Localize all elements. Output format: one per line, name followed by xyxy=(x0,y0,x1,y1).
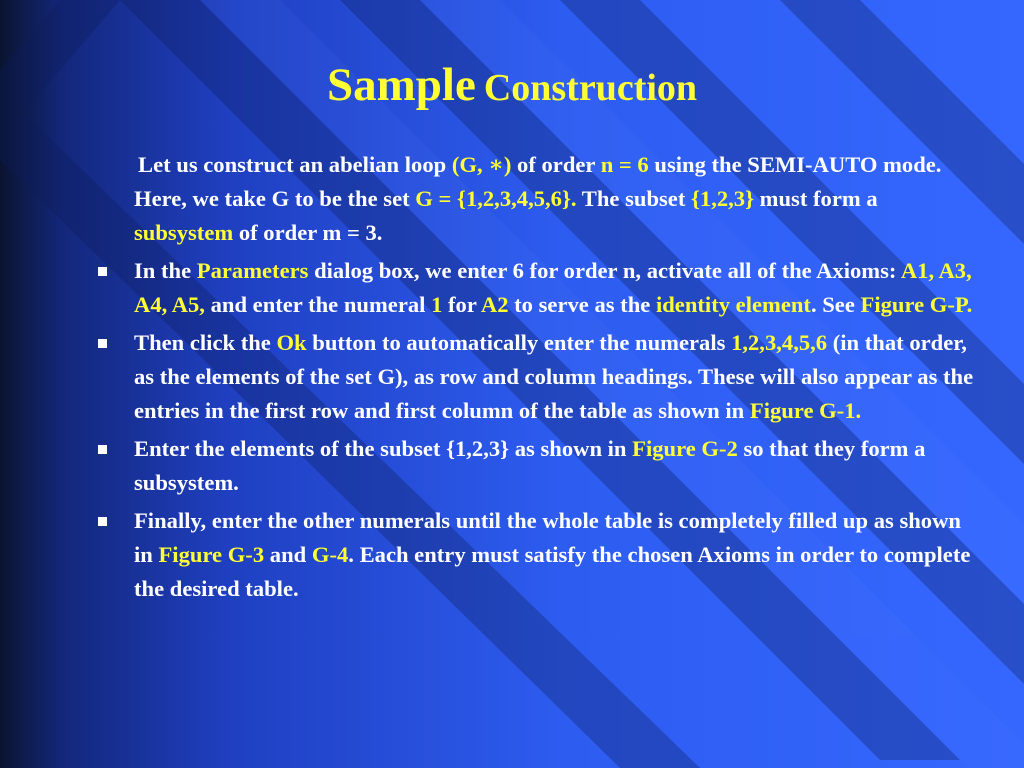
body-text: Then click the xyxy=(134,330,277,355)
highlighted-text: {1,2,3} xyxy=(691,186,755,211)
intro-paragraph xyxy=(96,148,976,250)
highlighted-text: identity element xyxy=(655,292,811,317)
body-text: and enter the numeral xyxy=(204,292,432,317)
body-text: dialog box, we enter 6 for order n, activate all of the Axioms: xyxy=(308,258,901,283)
highlighted-text: A2 xyxy=(480,292,509,317)
highlighted-text: G = {1,2,3,4,5,6}. xyxy=(415,186,577,211)
bullet-square-icon xyxy=(98,339,107,348)
bullet-text-3 xyxy=(134,436,925,495)
highlighted-text: Figure G-3 xyxy=(158,542,265,567)
bullet-item-1 xyxy=(96,254,976,322)
highlighted-text: (G, ∗) xyxy=(451,152,512,177)
bullet-item-2 xyxy=(96,326,976,428)
body-text: In the xyxy=(134,258,197,283)
bullet-square-icon xyxy=(98,517,107,526)
highlighted-text: G-4 xyxy=(311,542,349,567)
highlighted-text: Figure G-2 xyxy=(632,436,738,461)
bullet-item-3 xyxy=(96,432,976,500)
highlighted-text: Ok xyxy=(276,330,307,355)
body-text: Enter the elements of the subset {1,2,3} as shown in xyxy=(134,436,633,461)
bullet-square-icon xyxy=(98,267,107,276)
highlighted-text: subsystem xyxy=(134,220,234,245)
body-text: using the SEMI-AUTO mode. Here, we take G to be the set xyxy=(134,152,942,211)
bullet-text-1 xyxy=(134,258,972,317)
body-text: must form a xyxy=(754,186,878,211)
body-text: button to automatically enter the numerals xyxy=(306,330,732,355)
bullet-item-4 xyxy=(96,504,976,606)
title-part1: Sample xyxy=(326,59,476,111)
body-text: Let us construct an abelian loop xyxy=(138,152,452,177)
body-text: Finally, enter the other numerals until the whole table is completely filled up as shown in xyxy=(134,508,961,567)
highlighted-text: Figure G-P. xyxy=(860,292,973,317)
body-text: of order m = 3. xyxy=(233,220,383,245)
body-text: . Each entry must satisfy the chosen Axioms in order to complete the desired table. xyxy=(134,542,971,601)
body-text: . See xyxy=(810,292,861,317)
body-text: so that they form a subsystem. xyxy=(134,436,926,495)
highlighted-text: 1 xyxy=(431,292,443,317)
title-part2: Construction xyxy=(483,67,698,109)
bullet-text-2 xyxy=(134,330,973,423)
slide-content xyxy=(96,148,976,610)
highlighted-text: n = 6 xyxy=(600,152,649,177)
highlighted-text: Figure G-1. xyxy=(749,398,862,423)
highlighted-text: 1,2,3,4,5,6 xyxy=(731,330,828,355)
body-text: and xyxy=(264,542,312,567)
body-text: The subset xyxy=(576,186,692,211)
highlighted-text: A1, A3, A4, A5, xyxy=(134,258,972,317)
slide-title xyxy=(0,58,1024,112)
bullet-square-icon xyxy=(98,445,107,454)
body-text: to serve as the xyxy=(508,292,656,317)
body-text: of order xyxy=(511,152,601,177)
body-text: for xyxy=(442,292,481,317)
body-text: (in that order, as the elements of the set G), as row and column headings. These will also appear as the entries in the first row and first column of the table as shown in xyxy=(134,330,974,423)
bullet-text-4 xyxy=(134,508,970,601)
highlighted-text: Parameters xyxy=(196,258,309,283)
